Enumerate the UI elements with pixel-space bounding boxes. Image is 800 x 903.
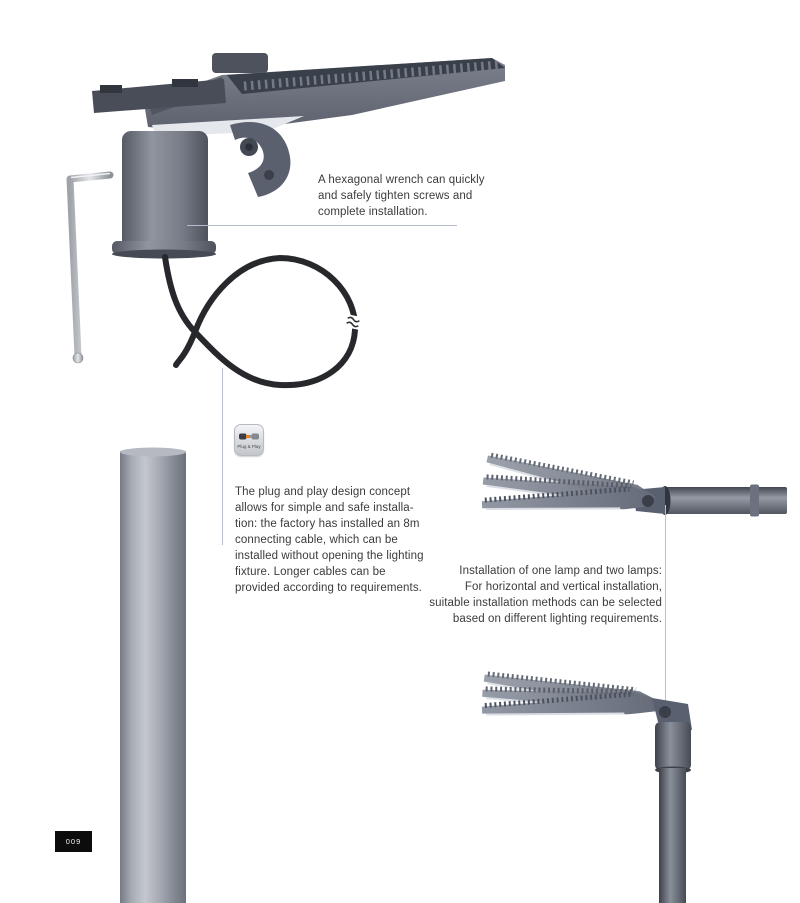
wrench-leader-line: [187, 225, 457, 226]
annotation-line: fixture. Longer cables can be: [235, 566, 386, 578]
horizontal-install-illustration: [452, 448, 787, 563]
lamp-tilt-fan: [482, 669, 660, 721]
annotation-line: based on different lighting requirements.: [452, 613, 662, 625]
page-number-chip: [55, 831, 92, 852]
connecting-cable: [165, 257, 362, 385]
vertical-install-illustration: [452, 660, 787, 903]
annotation-line: The plug and play design concept: [235, 486, 411, 498]
lamp-tilt-fan: [482, 450, 657, 516]
badge-label: Plug & Play: [237, 444, 261, 449]
annotation-line: tion: the factory has installed an 8m: [235, 518, 420, 530]
annotation-line: and safely tighten screws and: [318, 190, 473, 202]
horizontal-pole-arm: [660, 485, 788, 517]
annotation-line: provided according to requirements.: [235, 582, 422, 594]
annotation-line: A hexagonal wrench can quickly: [318, 174, 485, 186]
annotation-line: For horizontal and vertical installation,: [464, 581, 662, 593]
installation-annotation: [402, 563, 662, 627]
cable-break-mark: [344, 314, 362, 330]
wrench-annotation: [318, 172, 485, 220]
plug-leader-line: [222, 368, 223, 545]
page-number: 009: [65, 837, 82, 846]
plug-annotation: [235, 484, 424, 596]
plug-icon: [238, 431, 260, 442]
street-lamp-illustration: [52, 45, 512, 395]
vertical-pole: [655, 722, 691, 903]
annotation-line: connecting cable, which can be: [235, 534, 398, 546]
annotation-line: allows for simple and safe installa-: [235, 502, 414, 514]
annotation-line: complete installation.: [318, 206, 428, 218]
plug-and-play-badge: [234, 424, 264, 456]
hex-wrench-icon: [70, 174, 110, 364]
annotation-line: Installation of one lamp and two lamps:: [459, 565, 662, 577]
annotation-line: installed without opening the lighting: [235, 550, 424, 562]
mounting-pole-illustration: [119, 447, 187, 903]
annotation-line: suitable installation methods can be selected: [429, 597, 662, 609]
